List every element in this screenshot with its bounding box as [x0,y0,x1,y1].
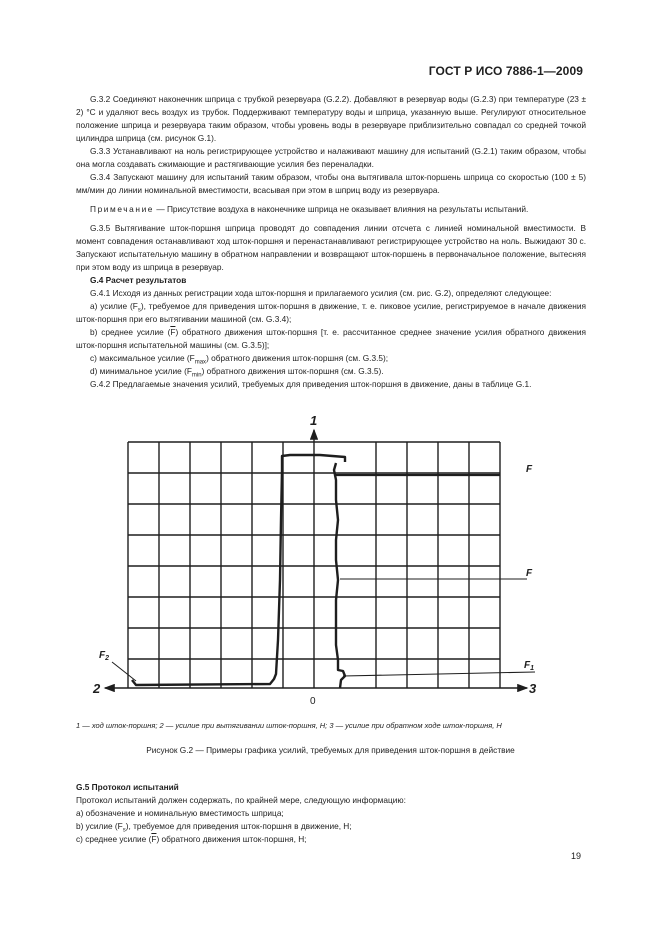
g5-item-a: а) обозначение и номинальную вместимость шприца; [76,808,284,818]
zero-label: 0 [310,696,316,707]
g5-item-b: b) усилие $(F_s)$, требуемое для приведения шток-поршня в движение, Н; [76,821,352,834]
F1-pointer [343,672,535,676]
document-id: ГОСТ Р ИСО 7886-1—2009 [428,64,583,78]
figure-legend: 1 — ход шток-поршня; 2 — усилие при вытягивании шток-поршня, Н; 3 — усилие при обратном ходе шток-поршня, Н [76,721,502,730]
section-g5-title: G.5 Протокол испытаний [76,782,179,792]
g5-item-c: с) среднее усилие $(\overline{F})$ обратного движения шток-поршня, Н; [76,834,307,844]
item-c: с) максимальное усилие $(F_{max})$ обратного движения шток-поршня (см. G.3.5); [90,353,389,366]
paragraph-g41: G.4.1 Исходя из данных регистрации хода шток-поршня и прилагаемого усилия (см. рис. G.2), определяют следующее: [90,288,552,298]
item-d: d) минимальное усилие $(F_{min})$ обратного движения шток-поршня (см. G.3.5). [90,366,384,379]
figure-caption: Рисунок G.2 — Примеры графика усилий, требуемых для приведения шток-поршня в действие [146,745,515,755]
paragraph-g32: G.3.2 Соединяют наконечник шприца с трубкой резервуара (G.2.2). Добавляют в резервуар воды (G.2.3) при температуре (23 ± 2) °C и удаляют весь воздух из трубок. Поддерживают температуру воды и шприца, указанную выше. Регулируют относительное положение шприца и резервуара таким образом, чтобы уровень воды в резервуаре приблизительно совпадал со средней точкой цилиндра шприца (см. рисунок G.1). [76,94,586,143]
page-number: 19 [570,851,581,861]
F2-pointer [112,662,136,681]
F1-label: $F_1$ [524,660,535,672]
paragraph-g42: G.4.2 Предлагаемые значения усилий, требуемых для приведения шток-поршня в движение, даны в таблице G.1. [90,379,532,389]
axis-label-3: 3 [529,681,537,696]
F2-label: $F_2$ [99,650,110,662]
note-label: Примечание [90,204,155,214]
section-g5 [76,781,586,846]
item-a: а) усилие $(F_s)$, требуемое для приведения шток-поршня в движение, т. е. пиковое усилие, регистрируемое в начале движения шток-поршня при его вытягивании машиной (см. G.3.4); [76,301,586,324]
F-mid-label: F [526,568,533,579]
section-g4-title: G.4 Расчет результатов [90,275,187,285]
axis-label-1: 1 [310,413,318,428]
item-b: b) среднее усилие $(\overline{F})$ обратного движения шток-поршня [т. е. рассчитанное среднее значение усилия обратного движения шток-поршня испытательной машины (см. G.3.5)]; [76,327,586,350]
note-text: — Присутствие воздуха в наконечнике шприца не оказывает влияния на результаты испытаний. [156,204,529,214]
axis-label-2: 2 [93,681,101,696]
section-g5-intro: Протокол испытаний должен содержать, по крайней мере, следующую информацию: [76,795,406,805]
paragraph-g33: G.3.3 Устанавливают на ноль регистрирующее устройство и налаживают машину для испытаний (G.2.1) таким образом, чтобы она могла создавать сжимающие и растягивающие усилия без переналадки. [76,146,586,169]
force-curve [132,455,345,688]
paragraph-g35: G.3.5 Вытягивание шток-поршня шприца проводят до совпадения линии отсчета с линией номинальной вместимости. В момент совпадения останавливают ход шток-поршня и перенастанавливают регистрирующее устройство на ноль. Выжидают 30 с. Запускают испытательную машину в обратном направлении и возвращают шток-поршень в первоначальное положение, вытесняя при этом воду из шприца в резервуар. [76,223,586,272]
F-top-label: F [526,464,533,475]
paragraph-g34: G.3.4 Запускают машину для испытаний таким образом, чтобы она вытягивала шток-поршень шприца со скоростью (100 ± 5) мм/мин до линии номинальной вместимости, всасывая при этом в шприц воду из резервуара. [76,172,586,195]
